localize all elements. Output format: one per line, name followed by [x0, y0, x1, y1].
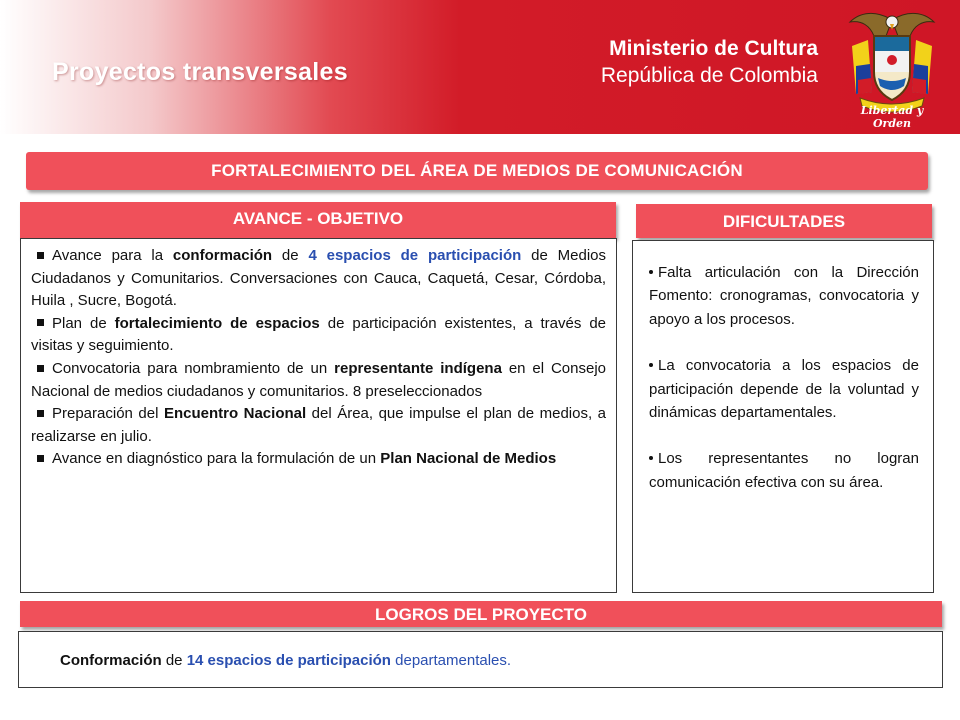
ministry-line-1: Ministerio de Cultura	[609, 37, 818, 60]
square-bullet-icon	[37, 319, 44, 326]
list-item: Avance para la conformación de 4 espacios de participación de Medios Ciudadanos y Comunitarios. Conversaciones con Cauca, Caquetá, Cesar, Córdoba, Huila , Sucre, Bogotá.	[31, 247, 606, 310]
square-bullet-icon	[37, 252, 44, 259]
bullet-icon	[649, 456, 653, 460]
list-item: Convocatoria para nombramiento de un representante indígena en el Consejo Nacional de medios ciudadanos y comunitarios. 8 preseleccionados	[31, 359, 607, 400]
ministry-line-2: República de Colombia	[600, 64, 818, 87]
dificultades-list	[649, 261, 919, 494]
list-item: Los representantes no logran comunicación efectiva con su área.	[649, 450, 919, 491]
logros-text: Conformación de 14 espacios de participación departamentales.	[60, 652, 512, 669]
list-item: Falta articulación con la Dirección Fomento: cronogramas, convocatoria y apoyo a los procesos.	[649, 264, 919, 328]
national-motto: Libertad y Orden	[860, 104, 924, 130]
logros-panel	[18, 631, 943, 688]
logros-heading: LOGROS DEL PROYECTO	[20, 601, 942, 627]
dificultades-panel	[632, 240, 934, 593]
list-item: La convocatoria a los espacios de participación depende de la voluntad y dinámicas departamentales.	[649, 357, 919, 422]
bullet-icon	[649, 363, 653, 367]
square-bullet-icon	[37, 455, 44, 462]
list-item: Avance en diagnóstico para la formulación de un Plan Nacional de Medios	[31, 448, 606, 471]
bullet-icon	[649, 270, 653, 274]
list-item: Preparación del Encuentro Nacional del Área, que impulse el plan de medios, a realizarse en julio.	[31, 405, 606, 445]
page-title: Proyectos transversales	[52, 58, 348, 86]
avance-list	[31, 245, 606, 471]
list-item: Plan de fortalecimiento de espacios de participación existentes, a través de visitas y seguimiento.	[31, 314, 606, 355]
dificultades-heading: DIFICULTADES	[636, 204, 932, 238]
square-bullet-icon	[37, 410, 44, 417]
square-bullet-icon	[37, 365, 44, 372]
header-bar	[0, 0, 960, 134]
section-banner: FORTALECIMIENTO DEL ÁREA DE MEDIOS DE COMUNICACIÓN	[26, 152, 928, 190]
avance-panel	[20, 238, 617, 593]
avance-heading: AVANCE - OBJETIVO	[20, 202, 616, 238]
ministry-name	[560, 36, 818, 90]
